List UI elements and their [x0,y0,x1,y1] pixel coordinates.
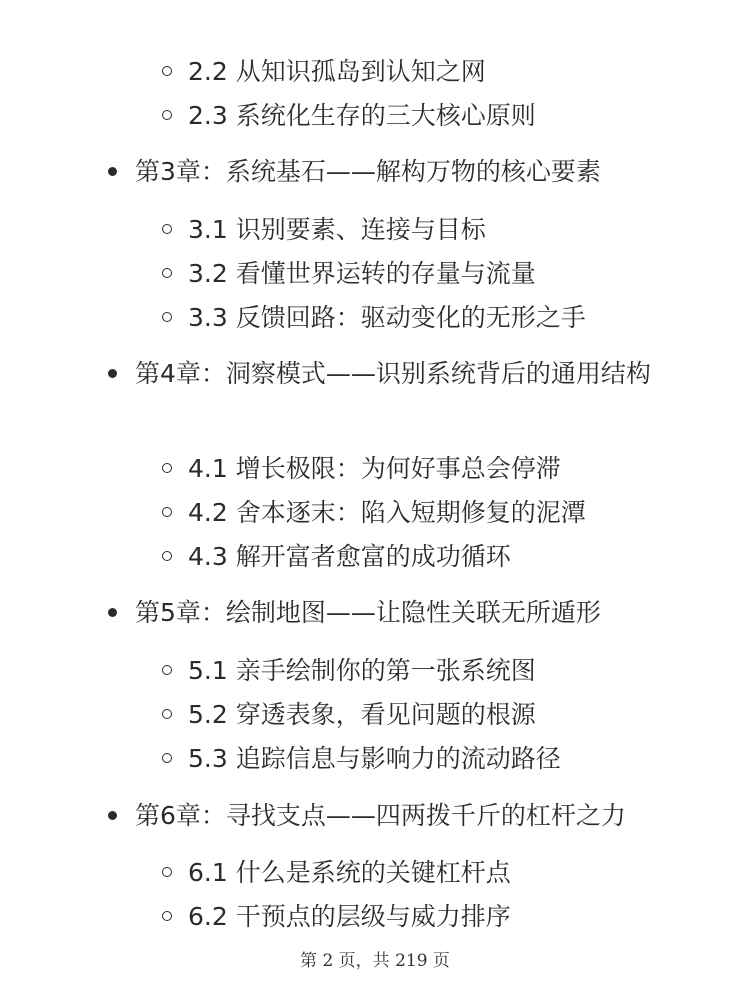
toc-chapter-text: 第4章：洞察模式——识别系统背后的通用结构 [135,359,651,388]
toc-chapter-item [108,794,678,838]
hollow-bullet-icon [162,312,172,322]
toc-section-item [162,50,486,94]
toc-section-text: 3.3 反馈回路：驱动变化的无形之手 [188,303,586,332]
toc-section-item [162,491,586,535]
toc-section-text: 4.3 解开富者愈富的成功循环 [188,542,511,571]
filled-bullet-icon [108,811,117,820]
toc-section-item [162,649,536,693]
toc-chapter-text: 第3章：系统基石——解构万物的核心要素 [135,157,601,186]
page-footer: 第 2 页，共 219 页 [300,951,450,971]
toc-section-item [162,252,536,296]
hollow-bullet-icon [162,551,172,561]
toc-section-item [162,94,536,138]
toc-section-text: 6.1 什么是系统的关键杠杆点 [188,858,511,887]
toc-section-item [162,208,486,252]
toc-section-text: 5.1 亲手绘制你的第一张系统图 [188,656,536,685]
toc-section-item [162,296,586,340]
toc-section-item [162,447,561,491]
toc-section-text: 5.2 穿透表象，看见问题的根源 [188,700,536,729]
hollow-bullet-icon [162,709,172,719]
hollow-bullet-icon [162,665,172,675]
toc-section-text: 2.3 系统化生存的三大核心原则 [188,101,536,130]
hollow-bullet-icon [162,66,172,76]
hollow-bullet-icon [162,224,172,234]
toc-section-text: 6.2 干预点的层级与威力排序 [188,902,511,931]
hollow-bullet-icon [162,110,172,120]
filled-bullet-icon [108,167,117,176]
toc-section-text: 2.2 从知识孤岛到认知之网 [188,57,486,86]
hollow-bullet-icon [162,753,172,763]
toc-chapter-text: 第6章：寻找支点——四两拨千斤的杠杆之力 [135,801,626,830]
toc-chapter-item [108,352,678,396]
toc-section-item [162,895,511,939]
hollow-bullet-icon [162,463,172,473]
filled-bullet-icon [108,369,117,378]
toc-chapter-item [108,150,678,194]
toc-chapter-item [108,591,678,635]
hollow-bullet-icon [162,507,172,517]
toc-section-item [162,737,561,781]
toc-section-text: 3.2 看懂世界运转的存量与流量 [188,259,536,288]
toc-section-text: 5.3 追踪信息与影响力的流动路径 [188,744,561,773]
toc-section-item [162,693,536,737]
toc-section-item [162,535,511,579]
toc-section-text: 4.2 舍本逐末：陷入短期修复的泥潭 [188,498,586,527]
toc-section-text: 3.1 识别要素、连接与目标 [188,215,486,244]
toc-section-item [162,851,511,895]
hollow-bullet-icon [162,268,172,278]
hollow-bullet-icon [162,911,172,921]
toc-chapter-text: 第5章：绘制地图——让隐性关联无所遁形 [135,598,601,627]
toc-section-text: 4.1 增长极限：为何好事总会停滞 [188,454,561,483]
filled-bullet-icon [108,608,117,617]
hollow-bullet-icon [162,867,172,877]
